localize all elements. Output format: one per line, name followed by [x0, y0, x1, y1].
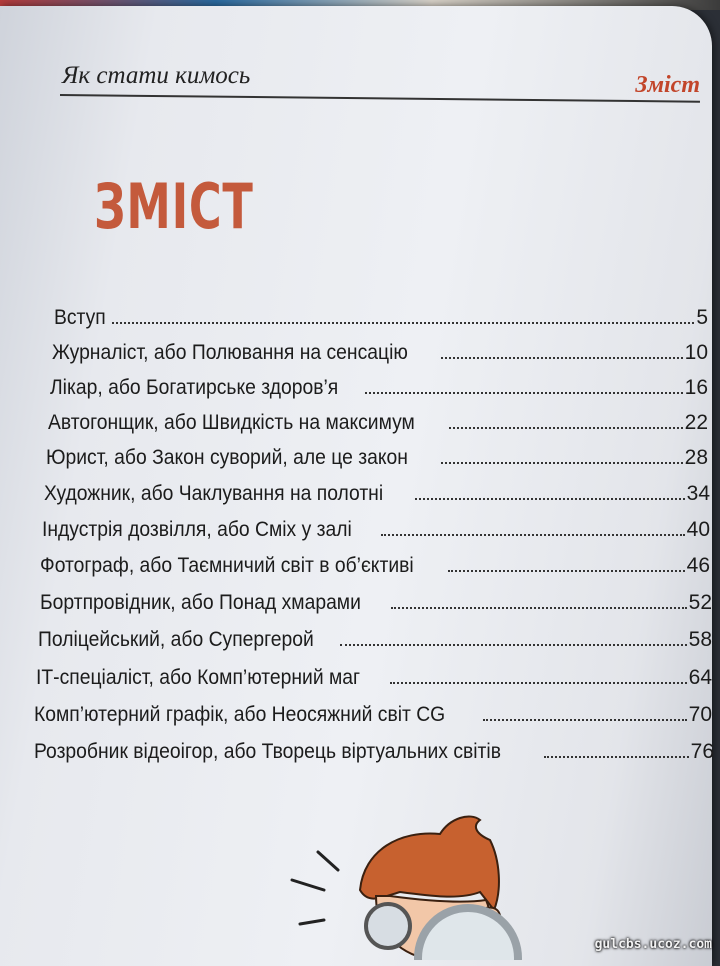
toc-entry — [34, 734, 714, 764]
toc-entry-label: Комп’ютерний графік, або Неосяжний світ CG — [34, 703, 446, 726]
toc-entry — [42, 512, 710, 542]
running-section: Зміст — [635, 72, 700, 98]
toc-page-number: 46 — [686, 554, 710, 577]
toc-page-number: 64 — [688, 666, 712, 689]
toc-entry — [36, 660, 712, 690]
toc-page-number: 16 — [684, 376, 708, 399]
glasses-lens — [366, 904, 410, 948]
toc-entry-label: Поліцейський, або Супергерой — [38, 628, 314, 651]
toc-page-number: 10 — [684, 341, 708, 364]
toc-entry-label: Фотограф, або Таємничий світ в об’єктиві — [40, 554, 414, 577]
leader-dots — [391, 607, 687, 609]
leader-dots — [112, 322, 694, 324]
page-title: ЗМІСТ — [94, 170, 254, 243]
toc-entry — [50, 370, 708, 400]
leader-dots — [544, 756, 689, 758]
leader-dots — [381, 534, 685, 536]
leader-dots — [449, 427, 683, 429]
toc-entry — [40, 585, 712, 615]
toc-entry-label: Автогонщик, або Швидкість на максимум — [48, 411, 415, 434]
toc-entry-label: Журналіст, або Полювання на сенсацію — [52, 341, 408, 364]
toc-entry — [38, 622, 712, 652]
toc-page-number: 22 — [684, 411, 708, 434]
toc-entry — [34, 697, 712, 727]
toc-page-number: 52 — [688, 591, 712, 614]
leader-dots — [448, 570, 684, 572]
leader-dots — [483, 719, 687, 721]
toc-entry — [54, 300, 708, 330]
toc-entry-label: Індустрія дозвілля, або Сміх у залі — [42, 518, 352, 541]
boy-with-magnifying-glass-illustration — [280, 800, 570, 960]
toc-entry — [48, 405, 708, 435]
toc-entry-label: Вступ — [54, 306, 106, 329]
leader-dots — [415, 498, 685, 500]
toc-page-number: 58 — [688, 628, 712, 651]
toc-entry-label: Художник, або Чаклування на полотні — [44, 482, 384, 505]
toc-entry-label: Юрист, або Закон суворий, але це закон — [46, 446, 408, 469]
toc-page-number: 76 — [690, 740, 714, 763]
motion-lines — [292, 852, 338, 924]
toc-page-number: 5 — [696, 306, 708, 329]
toc-page-number: 34 — [686, 482, 710, 505]
toc-entry-label: Лікар, або Богатирське здоров’я — [50, 376, 339, 399]
leader-dots — [365, 392, 682, 394]
running-title: Як стати кимось — [62, 62, 251, 89]
toc-entry-label: Розробник відеоігор, або Творець віртуальних світів — [34, 740, 501, 763]
leader-dots — [441, 357, 683, 359]
watermark: gulcbs.ucoz.com — [594, 937, 712, 952]
toc-page-number: 70 — [688, 703, 712, 726]
leader-dots — [390, 682, 686, 684]
toc-page-number: 40 — [686, 518, 710, 541]
toc-entry — [46, 440, 708, 470]
toc-entry-label: ІТ-спеціаліст, або Комп’ютерний маг — [36, 666, 361, 689]
toc-entry — [40, 548, 710, 578]
leader-dots — [441, 462, 682, 464]
toc-entry — [44, 476, 710, 506]
toc-page-number: 28 — [684, 446, 708, 469]
toc-entry — [52, 335, 708, 365]
toc-entry-label: Бортпровідник, або Понад хмарами — [40, 591, 361, 614]
leader-dots — [340, 644, 687, 646]
